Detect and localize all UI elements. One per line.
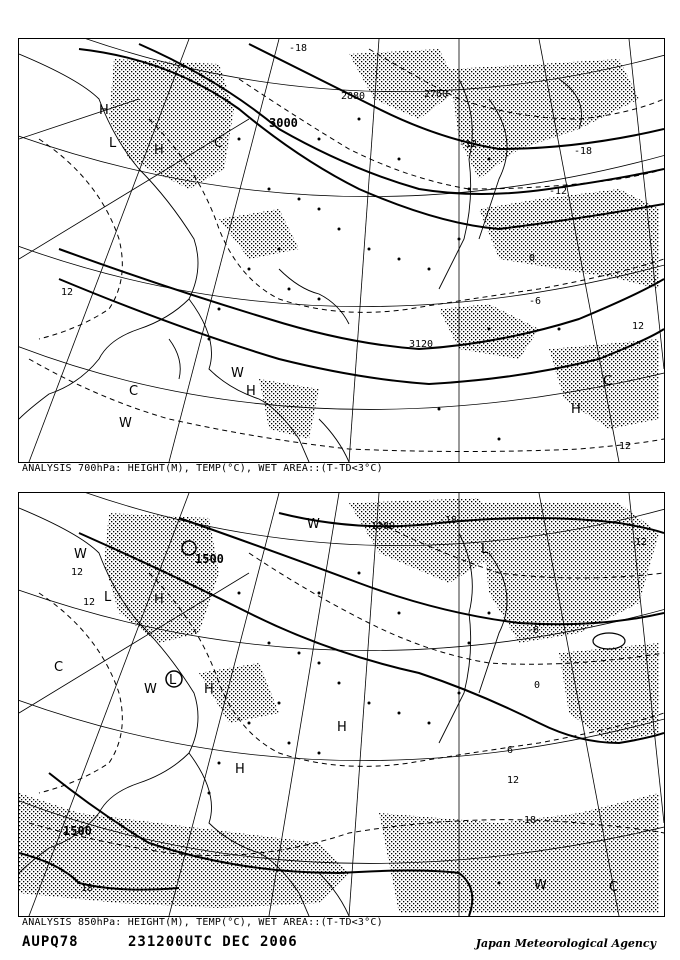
system-cold-2: C <box>129 384 139 399</box>
system-high-4: H <box>235 762 245 777</box>
system-low-3: L <box>481 542 489 557</box>
system-high-2: H <box>154 143 164 158</box>
system-high-3: H <box>337 720 347 735</box>
system-cold-1: C <box>54 660 64 675</box>
height-label-1380: 1380 <box>371 521 396 532</box>
system-high-1: H <box>154 592 164 607</box>
station-plots <box>208 118 561 441</box>
temp-label-0: 0 <box>529 253 536 264</box>
system-high-3: H <box>246 384 256 399</box>
temp-label-12-east: 12 <box>507 775 520 786</box>
caption-700hpa: ANALYSIS 700hPa: HEIGHT(M), TEMP(°C), WET AREA::(T-TD<3°C) <box>22 463 383 474</box>
temp-label-12-east: 12 <box>632 321 645 332</box>
product-id: AUPQ78 <box>22 934 79 950</box>
temp-label-0: 0 <box>534 680 541 691</box>
system-high-1: H <box>99 103 109 118</box>
wet-area-shading <box>19 498 659 913</box>
system-warm-1: W <box>74 547 87 562</box>
temp-label-minus18: -18 <box>574 146 593 157</box>
temp-label-minus18-north: -18 <box>289 43 308 54</box>
height-label-1500-south: 1500 <box>63 824 92 838</box>
valid-time: 231200UTC DEC 2006 <box>128 934 298 950</box>
height-label-3120: 3120 <box>409 339 434 350</box>
wet-area-shading <box>109 49 659 439</box>
temp-label-minus12-north: -12 <box>459 139 478 150</box>
map-850hpa-canvas <box>19 493 664 916</box>
temp-label-12-nw-2: 12 <box>83 597 96 608</box>
height-label-2880: 2880 <box>341 91 366 102</box>
system-warm-3: W <box>534 878 547 893</box>
map-700hpa-canvas <box>19 39 664 462</box>
temp-label-minus18: -18 <box>439 515 458 526</box>
system-warm-2: W <box>119 416 132 431</box>
system-cold-3: C <box>603 374 613 389</box>
system-low-1: L <box>109 136 117 151</box>
system-cold-2: C <box>609 880 619 895</box>
temp-label-minus12: -12 <box>549 186 568 197</box>
height-label-3000: 3000 <box>269 116 298 130</box>
caption-850hpa: ANALYSIS 850hPa: HEIGHT(M), TEMP(°C), WET AREA::(T-TD<3°C) <box>22 917 383 928</box>
temp-label-12-south: 12 <box>619 441 632 452</box>
temp-label-6: 6 <box>507 745 514 756</box>
height-label-2760: 2760 <box>424 89 449 100</box>
system-cold-1: C <box>214 136 224 151</box>
system-low-1: L <box>104 590 112 605</box>
system-high-4: H <box>571 402 581 417</box>
temp-label-12-west: 12 <box>61 287 74 298</box>
temp-label-12-nw-1: 12 <box>71 567 84 578</box>
system-warm-2: W <box>144 682 157 697</box>
height-label-1500-north: 1500 <box>195 552 224 566</box>
temp-label-minus6: -6 <box>527 625 540 636</box>
temp-label-18-east: 18 <box>524 815 537 826</box>
system-warm-1: W <box>231 366 244 381</box>
system-low-2: L <box>169 673 177 688</box>
system-high-2: H <box>204 682 214 697</box>
agency-name: Japan Meteorological Agency <box>475 937 656 950</box>
temp-label-minus12: -12 <box>629 537 648 548</box>
map-panel-700hpa <box>18 38 665 463</box>
map-panel-850hpa <box>18 492 665 917</box>
system-warm-4: W <box>307 517 320 532</box>
temp-label-18-sw: 18 <box>81 883 94 894</box>
isotherm-closed-loop <box>593 633 625 649</box>
temp-label-minus6: -6 <box>529 296 542 307</box>
